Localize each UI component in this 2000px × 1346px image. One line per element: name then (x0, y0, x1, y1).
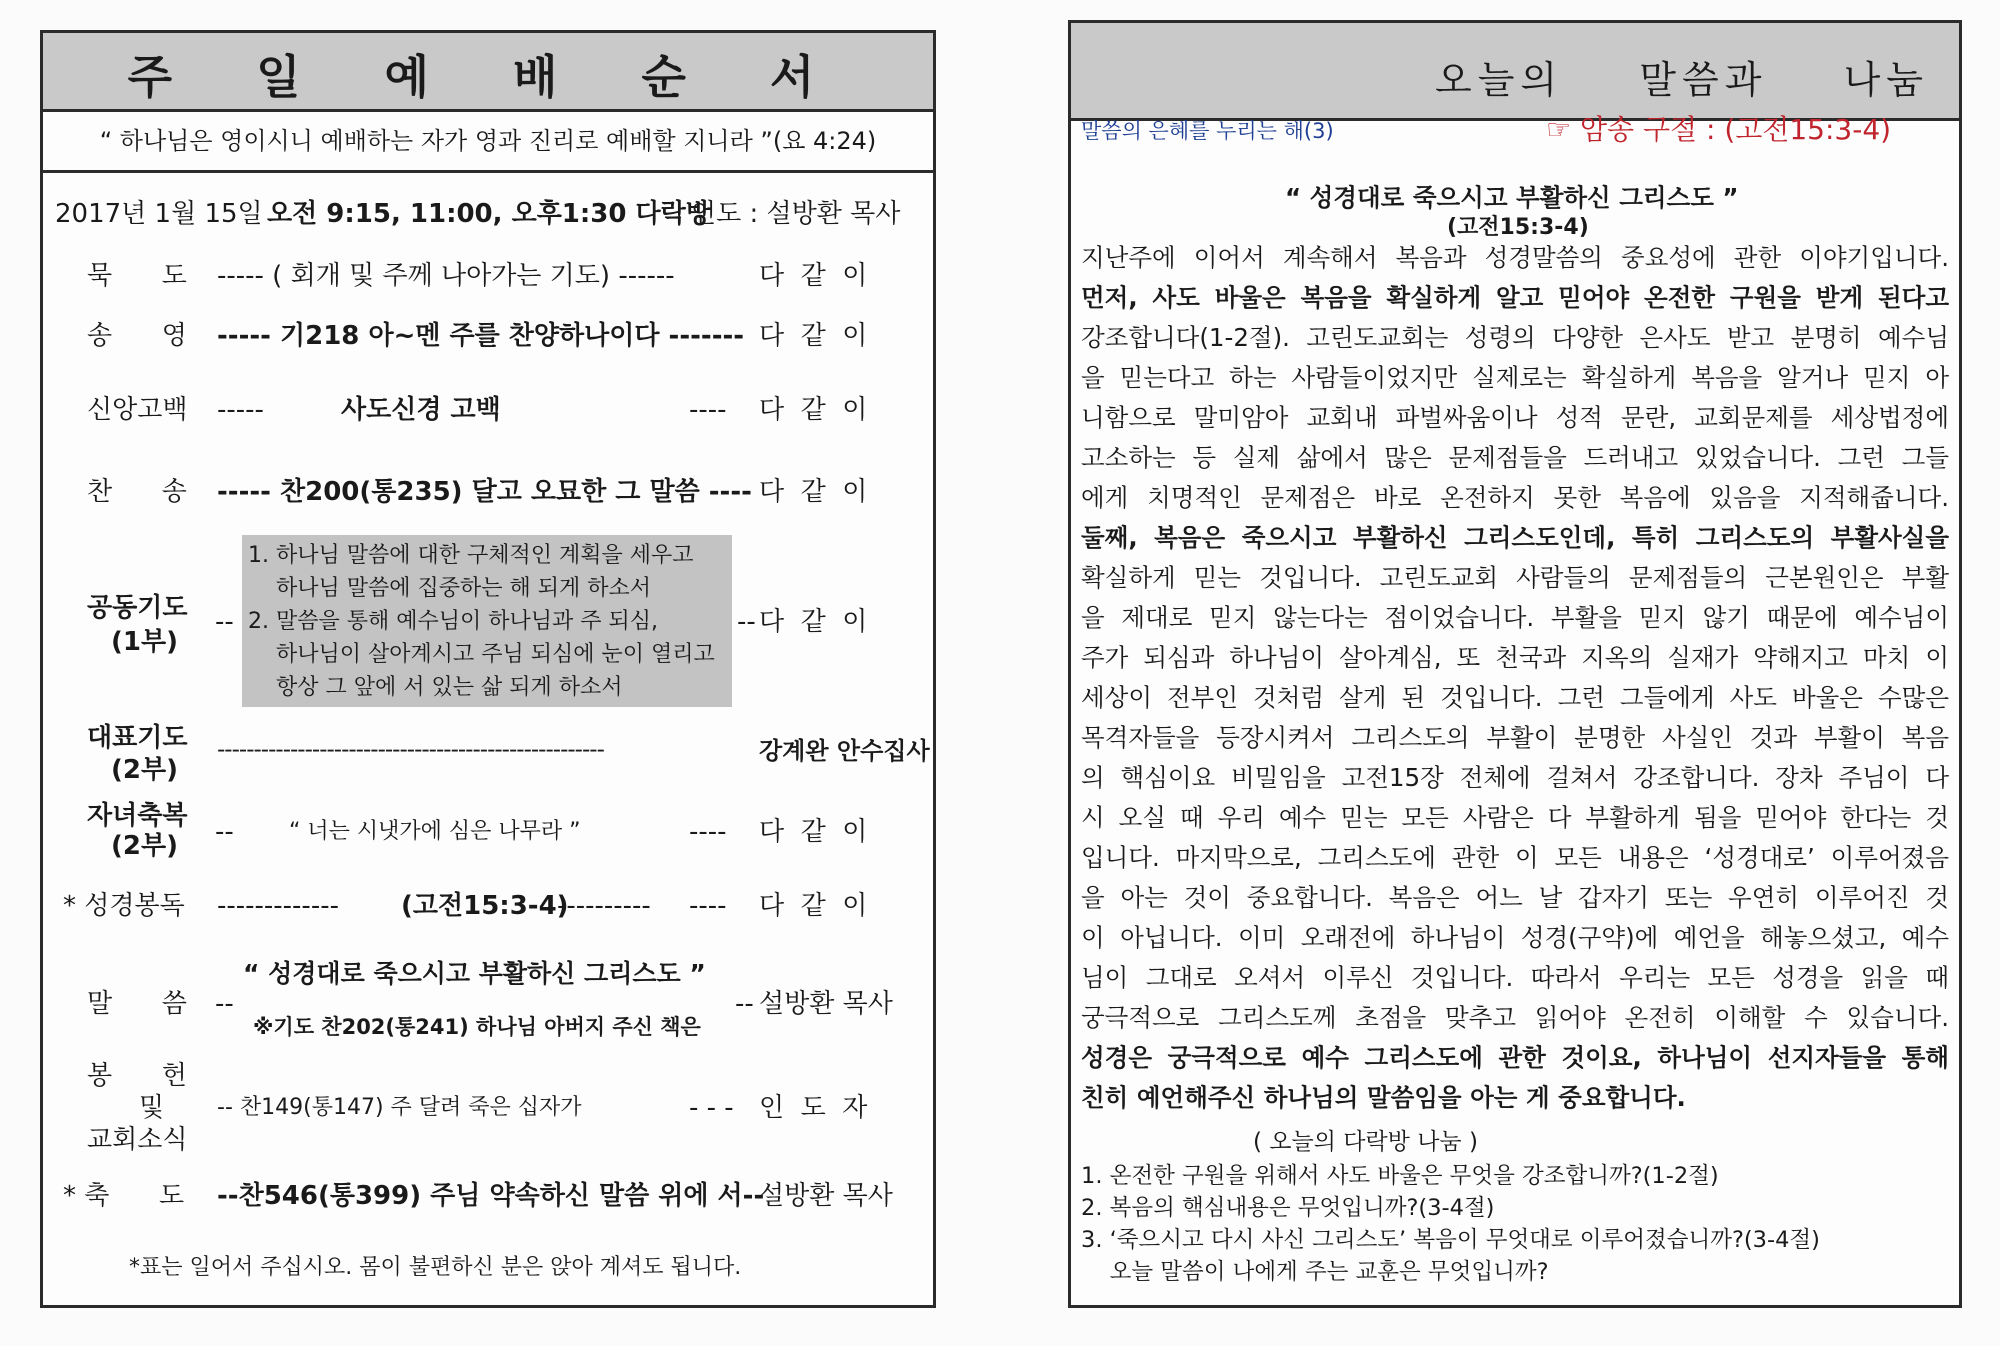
order-dash: -- (737, 607, 756, 637)
order-dash: ---- (689, 891, 727, 921)
sermon-title: “ 성경대로 죽으시고 부활하신 그리스도 ” (243, 959, 706, 988)
body-line: 시 오실 때 우리 예수 믿는 모든 사람은 다 부활하게 됨을 믿어야 한다는 것 (1081, 803, 1949, 832)
order-content: 사도신경 고백 (341, 395, 501, 425)
prayer-item: 1. 하나님 말씀에 대한 구체적인 계획을 세우고 (248, 543, 694, 568)
order-participant: 설방환 목사 (759, 1181, 893, 1211)
prayer-item: 2. 말씀을 통해 예수님이 하나님과 주 되심, (248, 609, 658, 634)
body-line: 니함으로 말미암아 교회내 파벌싸움이나 성적 문란, 교회문제를 세상법정에 (1081, 403, 1949, 432)
order-participant: 다 같 이 (759, 891, 868, 921)
body-line: 지난주에 이어서 계속해서 복음과 성경말씀의 중요성에 관한 이야기입니다. (1081, 243, 1949, 272)
order-dash: - - - (689, 1093, 734, 1123)
body-line: 을 아는 것이 중요합니다. 복음은 어느 날 갑자기 또는 우연히 이루어진 것 (1081, 883, 1949, 912)
order-label: 묵 도 (87, 261, 187, 291)
body-line: 고소하는 등 실제 삶에서 많은 문제점들을 드러내고 있었습니다. 그런 그들 (1081, 443, 1949, 472)
order-content: -- 찬149(통147) 주 달려 죽은 십자가 (217, 1095, 582, 1120)
order-dash: ----- (217, 395, 264, 425)
order-participant: 강계완 안수집사 (759, 737, 930, 765)
order-label: 말 씀 (87, 989, 187, 1019)
body-line: 의 핵심이요 비밀임을 고전15장 전체에 걸쳐서 강조합니다. 장차 주님이 다 (1081, 763, 1949, 792)
memory-verse: ☞ 암송 구절 : (고전15:3-4) (1546, 113, 1892, 146)
order-label: * 축 도 (63, 1181, 185, 1211)
order-dash: ---- (689, 395, 727, 425)
body-line: 주가 되심과 하나님이 살아계심, 또 천국과 지옥의 실재가 약해지고 마치 이 (1081, 643, 1949, 672)
footer-note: *표는 일어서 주십시오. 몸이 불편하신 분은 앉아 계셔도 됩니다. (129, 1255, 742, 1280)
order-participant: 다 같 이 (759, 395, 868, 425)
prayer-item: 항상 그 앞에 서 있는 삶 되게 하소서 (248, 675, 623, 700)
series-label: 말씀의 은혜를 누리는 해(3) (1081, 119, 1334, 143)
body-line: 을 제대로 믿지 않는다는 점이었습니다. 부활을 믿지 않기 때문에 예수님이 (1081, 603, 1949, 632)
sermon-sharing-title: 오늘의 말씀과 나눔 (1435, 58, 1929, 102)
order-participant: 다 같 이 (759, 607, 868, 637)
body-line: 이 아닙니다. 이미 오래전에 하나님이 성경(구약)에 예언을 해놓으셨고, 예수 (1081, 923, 1949, 952)
question-item: 1. 온전한 구원을 위해서 사도 바울은 무엇을 강조합니까?(1-2절) (1081, 1163, 1719, 1189)
order-participant: 다 같 이 (759, 321, 868, 351)
order-label-sub: 및 (139, 1093, 165, 1123)
order-content: (고전15:3-4) (401, 891, 569, 921)
prayer-items-box (242, 535, 732, 707)
body-line: 확실하게 믿는 것입니다. 고린도교회 사람들의 문제점들의 근본원인은 부활 (1081, 563, 1949, 592)
order-dash: ---- (689, 817, 727, 847)
order-label-sub: 교회소식 (87, 1125, 188, 1155)
order-dash: ------------- (217, 891, 339, 921)
order-label-sub: (2부) (111, 831, 178, 861)
worship-order-panel (40, 30, 936, 1308)
sermon-sharing-panel (1068, 20, 1962, 1308)
body-line: 둘째, 복음은 죽으시고 부활하신 그리스도인데, 특히 그리스도의 부활사실을 (1081, 523, 1949, 552)
body-line: 입니다. 마지막으로, 그리스도에 관한 이 모든 내용은 ‘성경대로’ 이루어졌음 (1081, 843, 1949, 872)
prayer-item: 하나님이 살아계시고 주님 되심에 눈이 열리고 (248, 642, 715, 667)
order-participant: 인 도 자 (759, 1093, 868, 1123)
order-label: 대표기도 (87, 723, 188, 753)
service-times: 오전 9:15, 11:00, 오후1:30 다락방 (267, 199, 711, 229)
order-label-sub: (1부) (111, 627, 178, 657)
body-line: 성경은 궁극적으로 예수 그리스도에 관한 것이요, 하나님이 선지자들을 통해 (1081, 1043, 1949, 1072)
order-label: * 성경봉독 (63, 891, 185, 921)
order-dash: ----------------------------------------------------- (217, 737, 604, 763)
sermon-prayer-hymn: ※기도 찬202(통241) 하나님 아버지 주신 책은 (253, 1015, 701, 1039)
body-line: 궁극적으로 그리스도께 초점을 맞추고 읽어야 온전히 이해할 수 있습니다. (1081, 1003, 1949, 1032)
question-item: 2. 복음의 핵심내용은 무엇입니까?(3-4절) (1081, 1195, 1495, 1221)
order-participant: 설방환 목사 (759, 989, 893, 1019)
order-content: ----- 찬200(통235) 달고 오묘한 그 말씀 ---- (217, 477, 752, 507)
worship-order-title-bar (43, 33, 933, 112)
body-line: 을 믿는다고 하는 사람들이었지만 실제로는 확실하게 복음을 알거나 믿지 아 (1081, 363, 1949, 392)
prayer-item: 하나님 말씀에 집중하는 해 되게 하소서 (248, 576, 651, 601)
body-line: 친히 예언해주신 하나님의 말씀임을 아는 게 중요합니다. (1081, 1083, 1686, 1112)
body-line: 님이 그대로 오셔서 이루신 것입니다. 따라서 우리는 모든 성경을 읽을 때 (1081, 963, 1949, 992)
order-label: 송 영 (87, 321, 187, 351)
worship-order-title: 주 일 예 배 순 서 (127, 50, 849, 104)
order-participant: 다 같 이 (759, 817, 868, 847)
order-participant: 다 같 이 (759, 261, 868, 291)
order-content: “ 너는 시냇가에 심은 나무라 ” (289, 819, 581, 844)
order-content: ----- 기218 아~멘 주를 찬양하나이다 ------- (217, 321, 745, 351)
question-item: 3. ‘죽으시고 다시 사신 그리스도’ 복음이 무엇대로 이루어졌습니까?(3-4절) (1081, 1227, 1820, 1253)
order-label: 신앙고백 (87, 395, 188, 425)
sermon-sharing-title-bar (1071, 23, 1959, 121)
order-label: 공동기도 (87, 593, 188, 623)
service-date: 2017년 1월 15일 (55, 199, 263, 229)
body-line: 강조합니다(1-2절). 고린도교회는 성령의 다양한 은사도 받고 분명히 예수님 (1081, 323, 1949, 352)
sermon-title: “ 성경대로 죽으시고 부활하신 그리스도 ” (1285, 183, 1739, 212)
body-line: 먼저, 사도 바울은 복음을 확실하게 알고 믿어야 온전한 구원을 받게 된다고 (1081, 283, 1949, 312)
order-label-sub: (2부) (111, 755, 178, 785)
body-line: 에게 치명적인 문제점은 바로 온전하지 못한 복음에 있음을 지적해줍니다. (1081, 483, 1949, 512)
service-leader: 인도 : 설방환 목사 (691, 199, 901, 229)
sharing-title: ( 오늘의 다락방 나눔 ) (1253, 1129, 1478, 1155)
body-line: 목격자들을 등장시켜서 그리스도의 부활이 분명한 사실인 것과 부활이 복음 (1081, 723, 1949, 752)
sermon-reference: (고전15:3-4) (1447, 215, 1589, 240)
order-dash: -- (215, 817, 234, 847)
theme-verse: “ 하나님은 영이시니 예배하는 자가 영과 진리로 예배할 지니라 ”(요 4:24) (43, 112, 933, 173)
order-label: 봉 헌 (87, 1061, 187, 1091)
order-dash: -- (215, 989, 234, 1019)
order-label: 찬 송 (87, 477, 187, 507)
question-item: 오늘 말씀이 나에게 주는 교훈은 무엇입니까? (1081, 1259, 1549, 1285)
order-dash: ---------- (557, 891, 651, 921)
order-participant: 다 같 이 (759, 477, 868, 507)
order-dash: -- (735, 989, 754, 1019)
order-content: ----- ( 회개 및 주께 나아가는 기도) ------ (217, 261, 675, 291)
body-line: 세상이 전부인 것처럼 살게 된 것입니다. 그런 그들에게 사도 바울은 수많은 (1081, 683, 1949, 712)
order-dash: -- (215, 607, 234, 637)
order-label: 자녀축복 (87, 801, 188, 831)
order-content: --찬546(통399) 주님 약속하신 말씀 위에 서-- (217, 1181, 765, 1211)
